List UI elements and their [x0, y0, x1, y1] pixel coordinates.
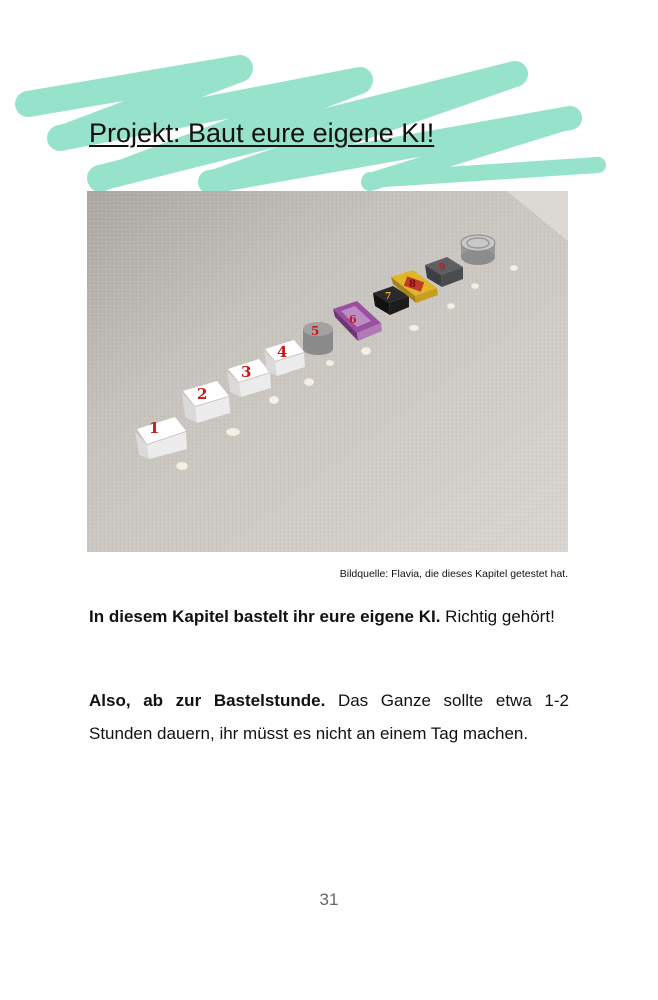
page-title: Projekt: Baut eure eigene KI! [89, 118, 435, 148]
box-number: 2 [197, 385, 208, 403]
box-number: 9 [439, 263, 446, 273]
paragraph-craft-time [89, 684, 569, 750]
box-number: 6 [349, 313, 357, 326]
paragraph-intro-bold: In diesem Kapitel bastelt ihr eure eigene KI. [89, 607, 441, 626]
silver-round-tin [461, 235, 495, 265]
paragraph-craft-bold: Also, ab zur Bastelstunde. [89, 691, 326, 710]
paragraph-intro [89, 600, 569, 633]
photo-numbered-boxes-on-carpet [87, 191, 568, 552]
paragraph-craft-rest: Das Ganze sollte etwa 1-2 Stunden dauern, ihr müsst es nicht an einem Tag machen. [89, 691, 569, 743]
box-number: 4 [277, 343, 288, 361]
box-number: 1 [149, 419, 160, 437]
box-number: 3 [241, 363, 252, 381]
page-number: 31 [319, 890, 339, 909]
photo-caption: Bildquelle: Flavia, die dieses Kapitel getestet hat. [339, 568, 568, 580]
box-number: 8 [409, 279, 416, 290]
box-5 [303, 322, 333, 355]
paragraph-intro-rest: Richtig gehört! [440, 607, 555, 626]
box-number: 5 [311, 324, 320, 338]
box-number: 7 [385, 292, 392, 302]
